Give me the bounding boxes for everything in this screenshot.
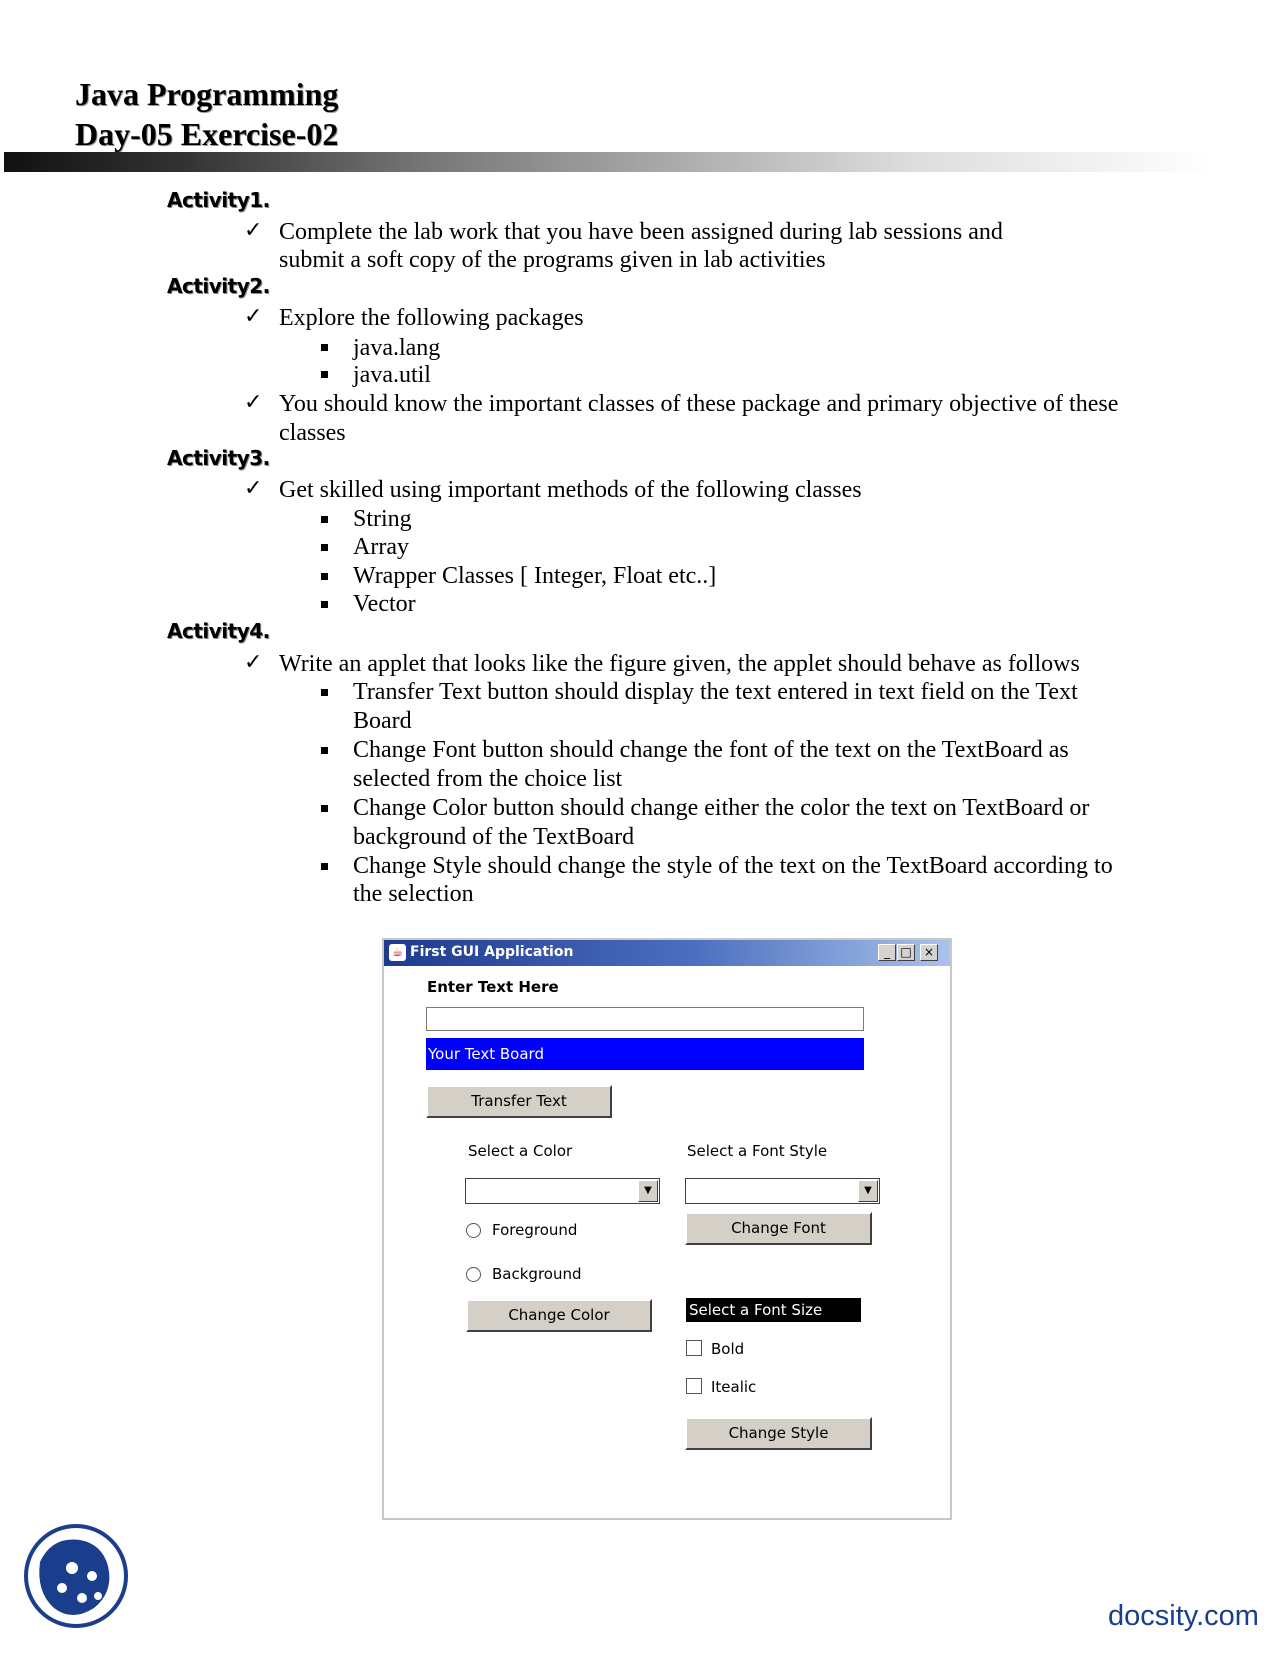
activity4-bullet4a: Change Style should change the style of the text on the TextBoard according to bbox=[353, 853, 1113, 879]
bullet-icon bbox=[321, 805, 328, 812]
foreground-label: Foreground bbox=[492, 1221, 578, 1239]
activity4-bullet4b: the selection bbox=[353, 881, 474, 907]
bullet-icon bbox=[321, 371, 328, 378]
activity4-line1: Write an applet that looks like the figure given, the applet should behave as follows bbox=[279, 651, 1080, 677]
bullet-icon bbox=[321, 544, 328, 551]
chevron-down-icon[interactable]: ▼ bbox=[638, 1180, 658, 1202]
window-title: First GUI Application bbox=[410, 944, 574, 960]
chevron-down-icon[interactable]: ▼ bbox=[858, 1180, 878, 1202]
text-input[interactable] bbox=[426, 1007, 864, 1031]
enter-text-label: Enter Text Here bbox=[427, 978, 559, 996]
applet-window bbox=[382, 938, 952, 1520]
activity4-bullet1b: Board bbox=[353, 708, 412, 734]
java-app-icon: ☕ bbox=[389, 944, 406, 961]
activity3-bullet2: Array bbox=[353, 534, 409, 560]
bullet-icon bbox=[321, 689, 328, 696]
header-divider bbox=[4, 152, 1214, 172]
background-radio[interactable] bbox=[466, 1267, 481, 1282]
change-style-button[interactable]: Change Style bbox=[685, 1417, 872, 1450]
activity2-line1: Explore the following packages bbox=[279, 305, 584, 331]
activity3-bullet1: String bbox=[353, 506, 412, 532]
minimize-icon[interactable]: _ bbox=[878, 944, 896, 961]
italic-label: Itealic bbox=[711, 1378, 757, 1396]
bullet-icon bbox=[321, 863, 328, 870]
activity4-bullet2a: Change Font button should change the font of the text on the TextBoard as bbox=[353, 737, 1069, 763]
title-line-1: Java Programming bbox=[75, 76, 339, 112]
activity4-bullet2b: selected from the choice list bbox=[353, 766, 623, 792]
select-font-style-label: Select a Font Style bbox=[687, 1142, 828, 1160]
activity4-bullet3a: Change Color button should change either the color the text on TextBoard or bbox=[353, 795, 1090, 821]
activity3-line1: Get skilled using important methods of the following classes bbox=[279, 477, 862, 503]
font-style-select[interactable] bbox=[685, 1178, 880, 1204]
activity4-heading: Activity4. bbox=[167, 619, 270, 643]
bullet-icon bbox=[321, 747, 328, 754]
activity2-line3: classes bbox=[279, 420, 346, 446]
check-icon: ✓ bbox=[244, 475, 263, 500]
activity2-heading: Activity2. bbox=[167, 274, 270, 298]
activity3-bullet3: Wrapper Classes [ Integer, Float etc..] bbox=[353, 563, 717, 589]
font-size-select[interactable]: Select a Font Size bbox=[686, 1298, 861, 1322]
docsity-logo-icon bbox=[22, 1522, 130, 1630]
text-board: Your Text Board bbox=[426, 1038, 864, 1070]
bold-checkbox[interactable] bbox=[686, 1340, 702, 1356]
docsity-brand[interactable]: docsity.com bbox=[1108, 1600, 1259, 1632]
activity2-bullet1: java.lang bbox=[353, 335, 441, 361]
activity2-bullet2: java.util bbox=[353, 362, 431, 388]
bullet-icon bbox=[321, 516, 328, 523]
check-icon: ✓ bbox=[244, 389, 263, 414]
activity1-line2: submit a soft copy of the programs given in lab activities bbox=[279, 247, 826, 273]
close-icon[interactable]: × bbox=[920, 944, 938, 961]
italic-checkbox[interactable] bbox=[686, 1378, 702, 1394]
check-icon: ✓ bbox=[244, 303, 263, 328]
check-icon: ✓ bbox=[244, 649, 263, 674]
document-title bbox=[75, 74, 338, 154]
bullet-icon bbox=[321, 601, 328, 608]
activity1-line1: Complete the lab work that you have been assigned during lab sessions and bbox=[279, 219, 1003, 245]
activity3-heading: Activity3. bbox=[167, 446, 270, 470]
activity1-heading: Activity1. bbox=[167, 188, 270, 212]
activity4-bullet3b: background of the TextBoard bbox=[353, 824, 635, 850]
activity3-bullet4: Vector bbox=[353, 591, 416, 617]
maximize-icon[interactable]: □ bbox=[897, 944, 915, 961]
title-line-2: Day-05 Exercise-02 bbox=[75, 116, 339, 152]
change-font-button[interactable]: Change Font bbox=[685, 1212, 872, 1245]
change-color-button[interactable]: Change Color bbox=[466, 1299, 652, 1332]
color-select[interactable] bbox=[465, 1178, 660, 1204]
bullet-icon bbox=[321, 344, 328, 351]
transfer-text-button[interactable]: Transfer Text bbox=[426, 1085, 612, 1118]
activity4-bullet1a: Transfer Text button should display the text entered in text field on the Text bbox=[353, 679, 1078, 705]
select-color-label: Select a Color bbox=[468, 1142, 573, 1160]
activity2-line2: You should know the important classes of these package and primary objective of these bbox=[279, 391, 1119, 417]
window-titlebar bbox=[384, 940, 950, 966]
bold-label: Bold bbox=[711, 1340, 745, 1358]
check-icon: ✓ bbox=[244, 217, 263, 242]
background-label: Background bbox=[492, 1265, 582, 1283]
bullet-icon bbox=[321, 573, 328, 580]
foreground-radio[interactable] bbox=[466, 1223, 481, 1238]
